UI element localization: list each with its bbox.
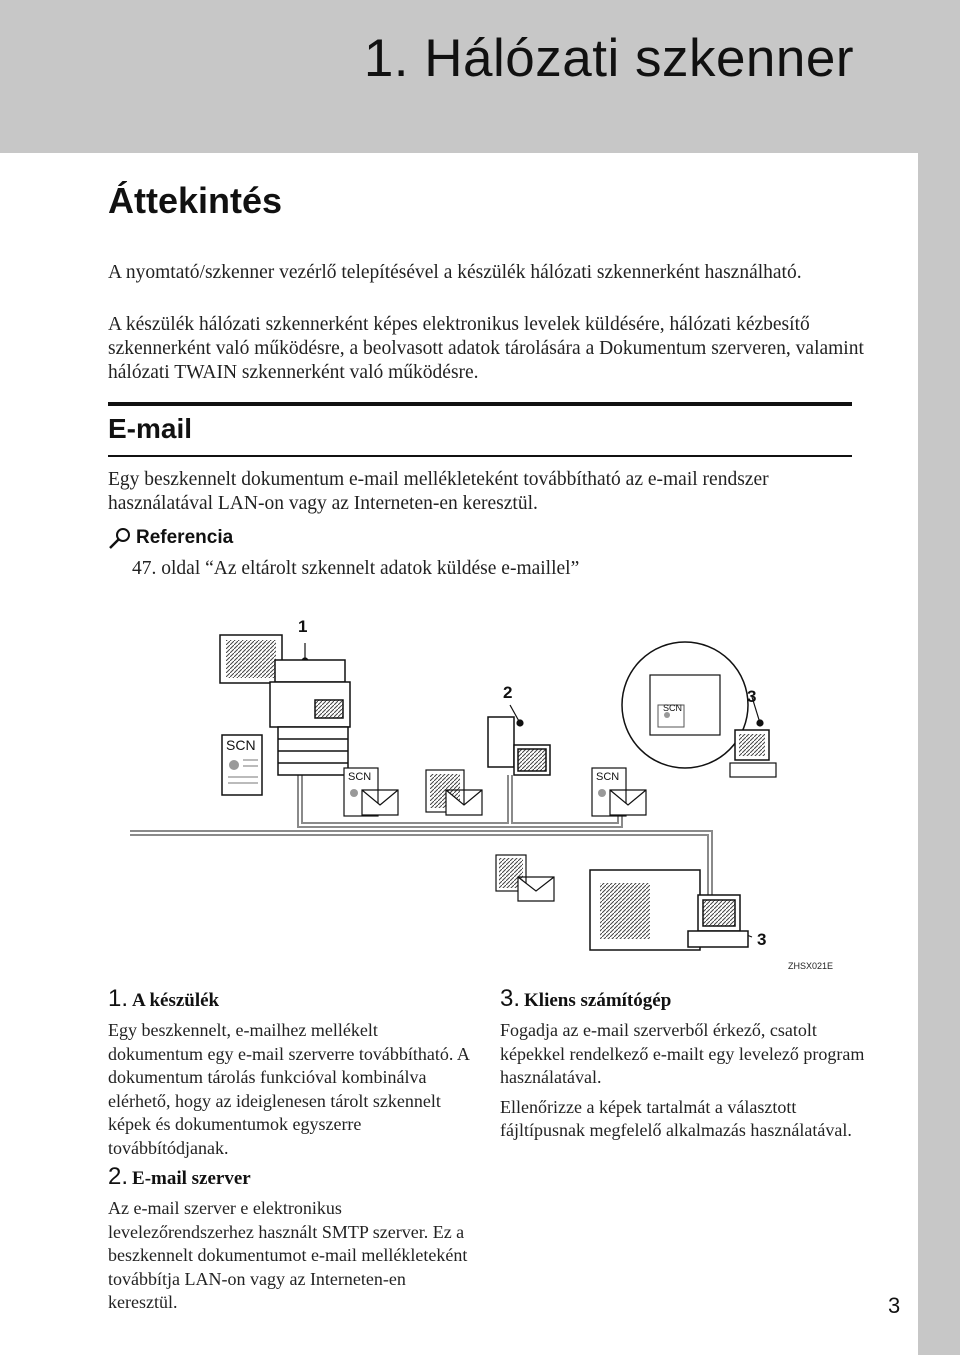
callout-1: 1 <box>298 617 308 636</box>
client-computer-top <box>622 642 776 777</box>
item-1 <box>108 985 473 1160</box>
scn-label-client: SCN <box>663 703 683 713</box>
item-body: Az e-mail szerver e elektronikus levelezőrendszerhez használt SMTP szerver. Ez a beszkennelt dokumentumot e-mail mellékleteként továbbítja LAN-on vagy az Interneten-en keresztül. <box>108 1198 468 1312</box>
figure-code: ZHSX021E <box>788 961 834 971</box>
email-network-diagram <box>130 605 840 980</box>
reference-link[interactable]: 47. oldal “Az eltárolt szkennelt adatok küldése e-maillel” <box>132 558 580 579</box>
callout-3-top: 3 <box>747 687 757 706</box>
diagram-illustration <box>130 605 840 980</box>
item-number: 3. <box>500 985 521 1012</box>
item-number: 1. <box>108 985 129 1012</box>
item-title: Kliens számítógép <box>524 990 672 1011</box>
heading-rule-top <box>108 402 852 406</box>
intro-paragraph-1: A nyomtató/szkenner vezérlő telepítésével a készülék hálózati szkennerként használható. <box>108 262 802 283</box>
email-heading: E-mail <box>108 413 193 444</box>
item-body-2: Ellenőrizze a képek tartalmát a választott fájltípusnak megfelelő alkalmazás használatával. <box>500 1096 852 1140</box>
item-body: Egy beszkennelt, e-mailhez mellékelt dokumentum egy e-mail szerverre továbbítható. A dokumentum tárolás funkcióval kombinálva elérhető, hogy az ideiglenesen tárolt szkennelt képek és dokumentumok egyszerre továbbítódjanak. <box>108 1020 469 1158</box>
photo-envelope-bottom <box>496 855 554 901</box>
copier-device <box>270 660 350 775</box>
photo-thumbnail <box>220 635 282 683</box>
item-title: E-mail szerver <box>132 1168 251 1189</box>
section-heading: Áttekintés <box>108 180 283 221</box>
scn-label-left: SCN <box>226 737 256 753</box>
photo-envelope-middle <box>426 770 482 815</box>
item-body: Fogadja az e-mail szerverből érkező, csatolt képekkel rendelkező e-mailt egy levelező program használatával. <box>500 1020 865 1087</box>
callout-3-bottom: 3 <box>757 930 767 949</box>
callout-2: 2 <box>503 683 513 702</box>
client-photo-window <box>590 870 700 950</box>
intro-paragraph-2: A készülék hálózati szkennerként képes elektronikus levelek küldésére, hálózati kézbesítő szkennerként való működésre, a beolvasott adatok tárolására a Dokumentum szerveren, valamint hálózati TWAIN szkennerként való működésre. <box>108 314 864 383</box>
scn-label-right: SCN <box>596 771 620 783</box>
scn-label-middle: SCN <box>348 771 372 783</box>
heading-rule-bottom <box>108 455 852 457</box>
email-paragraph: Egy beszkennelt dokumentum e-mail mellékleteként továbbítható az e-mail rendszer használatával LAN-on vagy az Interneten-en keresztül. <box>108 469 769 514</box>
reference-row <box>108 527 233 549</box>
item-3 <box>500 985 865 1143</box>
side-tab-strip <box>918 153 960 1355</box>
page-number: 3 <box>888 1293 901 1318</box>
item-2 <box>108 1163 473 1315</box>
magnifier-icon <box>108 527 132 549</box>
reference-label: Referencia <box>136 527 234 548</box>
chapter-title: 1. Hálózati szkenner <box>363 29 854 88</box>
item-title: A készülék <box>132 990 220 1011</box>
item-number: 2. <box>108 1163 129 1190</box>
